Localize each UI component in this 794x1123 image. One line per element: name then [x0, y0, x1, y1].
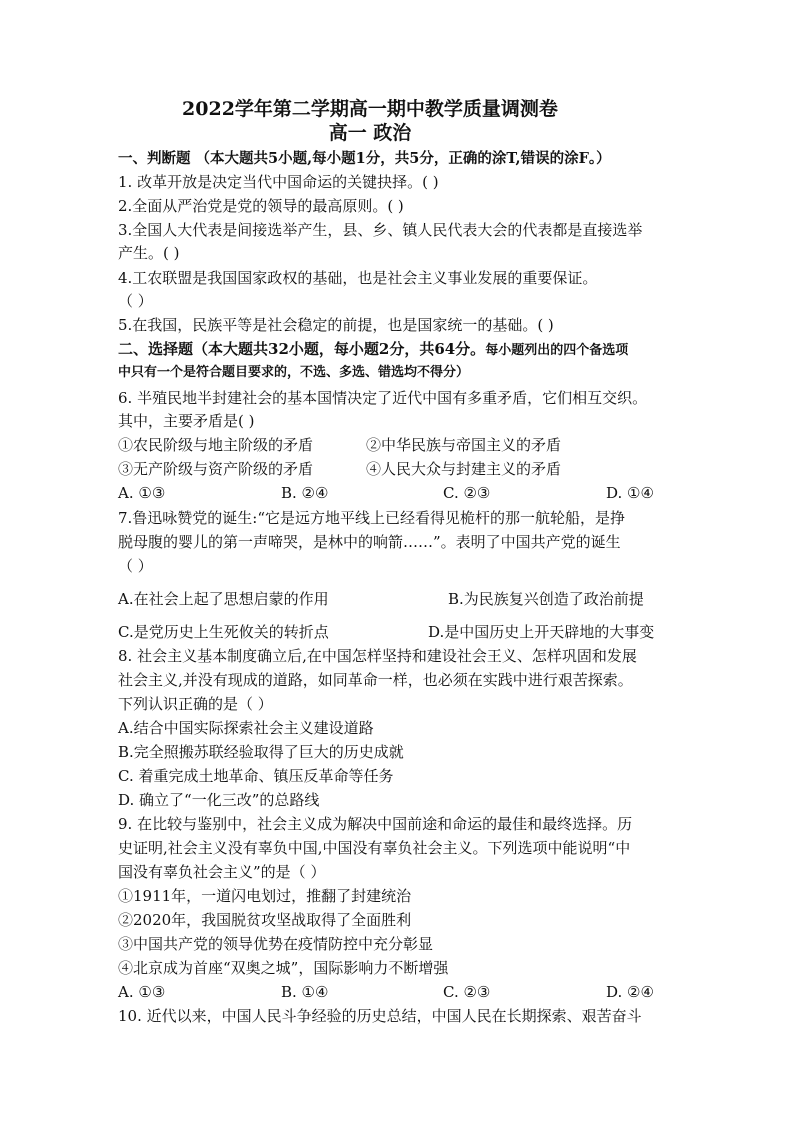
- section2-heading-main: 二、选择题（本大题共32小题，每小题2分，共64分。: [118, 340, 486, 358]
- question-8-option-d: D. 确立了“一化三改”的总路线: [118, 791, 320, 809]
- question-7-option-b: B.为民族复兴创造了政治前提: [448, 590, 644, 608]
- question-2: 2.全面从严治党是党的领导的最高原则。( ): [118, 197, 404, 215]
- question-9-statement-3: ③中国共产党的领导优势在疫情防控中充分彰显: [118, 935, 434, 953]
- question-9-statement-1: ①1911年，一道闪电划过，推翻了封建统治: [118, 887, 412, 905]
- question-6-option-d: D. ①④: [606, 484, 654, 502]
- question-8-line-3: 下列认识正确的是（ ）: [118, 695, 273, 713]
- question-9-option-b: B. ①④: [281, 983, 329, 1001]
- question-8-line-1: 8. 社会主义基本制度确立后,在中国怎样坚持和建设社会王义、怎样巩固和发展: [118, 647, 637, 665]
- question-1: 1. 改革开放是决定当代中国命运的关键抉择。( ): [118, 173, 439, 191]
- question-6-option-a: A. ①③: [118, 484, 166, 502]
- question-9-line-3: 国没有辜负社会主义”的是（ ）: [118, 863, 326, 881]
- section2-heading-note: 每小题列出的四个备选项: [485, 343, 629, 358]
- question-6-line-1: 6. 半殖民地半封建社会的基本国情决定了近代中国有多重矛盾，它们相互交织。: [118, 389, 648, 407]
- section1-heading: 一、判断题 （本大题共5小题,每小题1分，共5分，正确的涂T,错误的涂F。）: [118, 150, 611, 167]
- section2-heading-line-2: 中只有一个是符合题目要求的，不选、多选、错选均不得分）: [118, 365, 470, 380]
- question-8-option-a: A.结合中国实际探索社会主义建设道路: [118, 719, 374, 737]
- question-3-line-1: 3.全国人大代表是间接选举产生，县、乡、镇人民代表大会的代表都是直接选举: [118, 221, 643, 239]
- question-3-line-2: 产生。( ): [118, 244, 180, 262]
- question-9-line-1: 9. 在比较与鉴别中，社会主义成为解决中国前途和命运的最佳和最终选择。历: [118, 815, 633, 833]
- question-6-statement-2: ②中华民族与帝国主义的矛盾: [366, 436, 562, 454]
- question-10-line-1: 10. 近代以来，中国人民斗争经验的历史总结，中国人民在长期探索、艰苦奋斗: [118, 1007, 642, 1025]
- question-7-line-2: 脱母腹的婴儿的第一声啼哭，是林中的响箭……”。表明了中国共产党的诞生: [118, 533, 621, 551]
- question-9-statement-4: ④北京成为首座“双奥之城”，国际影响力不断增强: [118, 959, 449, 977]
- question-7-option-c: C.是党历史上生死攸关的转折点: [118, 623, 329, 641]
- question-6-statement-4: ④人民大众与封建主义的矛盾: [366, 460, 562, 478]
- question-7-line-3: （ ）: [118, 557, 153, 575]
- question-8-option-b: B.完全照搬苏联经验取得了巨大的历史成就: [118, 743, 404, 761]
- exam-title: 2022学年第二学期高一期中教学质量调测卷: [182, 98, 558, 120]
- exam-subtitle: 高一 政治: [328, 122, 412, 144]
- question-6-option-b: B. ②④: [281, 484, 329, 502]
- question-4-line-1: 4.工农联盟是我国国家政权的基础，也是社会主义事业发展的重要保证。: [118, 269, 598, 287]
- question-9-line-2: 史证明,社会主义没有辜负中国,中国没有辜负社会主义。下列选项中能说明“中: [118, 839, 631, 857]
- section2-heading: [118, 339, 628, 361]
- question-9-option-a: A. ①③: [118, 983, 166, 1001]
- question-8-option-c: C. 着重完成土地革命、镇压反革命等任务: [118, 767, 394, 785]
- question-9-option-d: D. ②④: [606, 983, 654, 1001]
- question-7-option-d: D.是中国历史上开天辟地的大事变: [428, 623, 655, 641]
- question-6-statement-3: ③无产阶级与资产阶级的矛盾: [118, 460, 314, 478]
- question-6-statement-1: ①农民阶级与地主阶级的矛盾: [118, 436, 314, 454]
- question-6-option-c: C. ②③: [443, 484, 491, 502]
- question-9-statement-2: ②2020年，我国脱贫攻坚战取得了全面胜利: [118, 911, 412, 929]
- question-8-line-2: 社会主义,并没有现成的道路，如同革命一样，也必须在实践中进行艰苦探索。: [118, 671, 633, 689]
- question-7-option-a: A.在社会上起了思想启蒙的作用: [118, 590, 329, 608]
- question-7-line-1: 7.鲁迅咏赞党的诞生:“它是远方地平线上已经看得见桅杆的那一航轮船，是挣: [118, 509, 626, 527]
- question-5: 5.在我国，民族平等是社会稳定的前提，也是国家统一的基础。( ): [118, 316, 554, 334]
- question-9-option-c: C. ②③: [443, 983, 491, 1001]
- question-6-line-2: 其中，主要矛盾是( ): [118, 412, 255, 430]
- question-4-line-2: （ ）: [118, 292, 153, 310]
